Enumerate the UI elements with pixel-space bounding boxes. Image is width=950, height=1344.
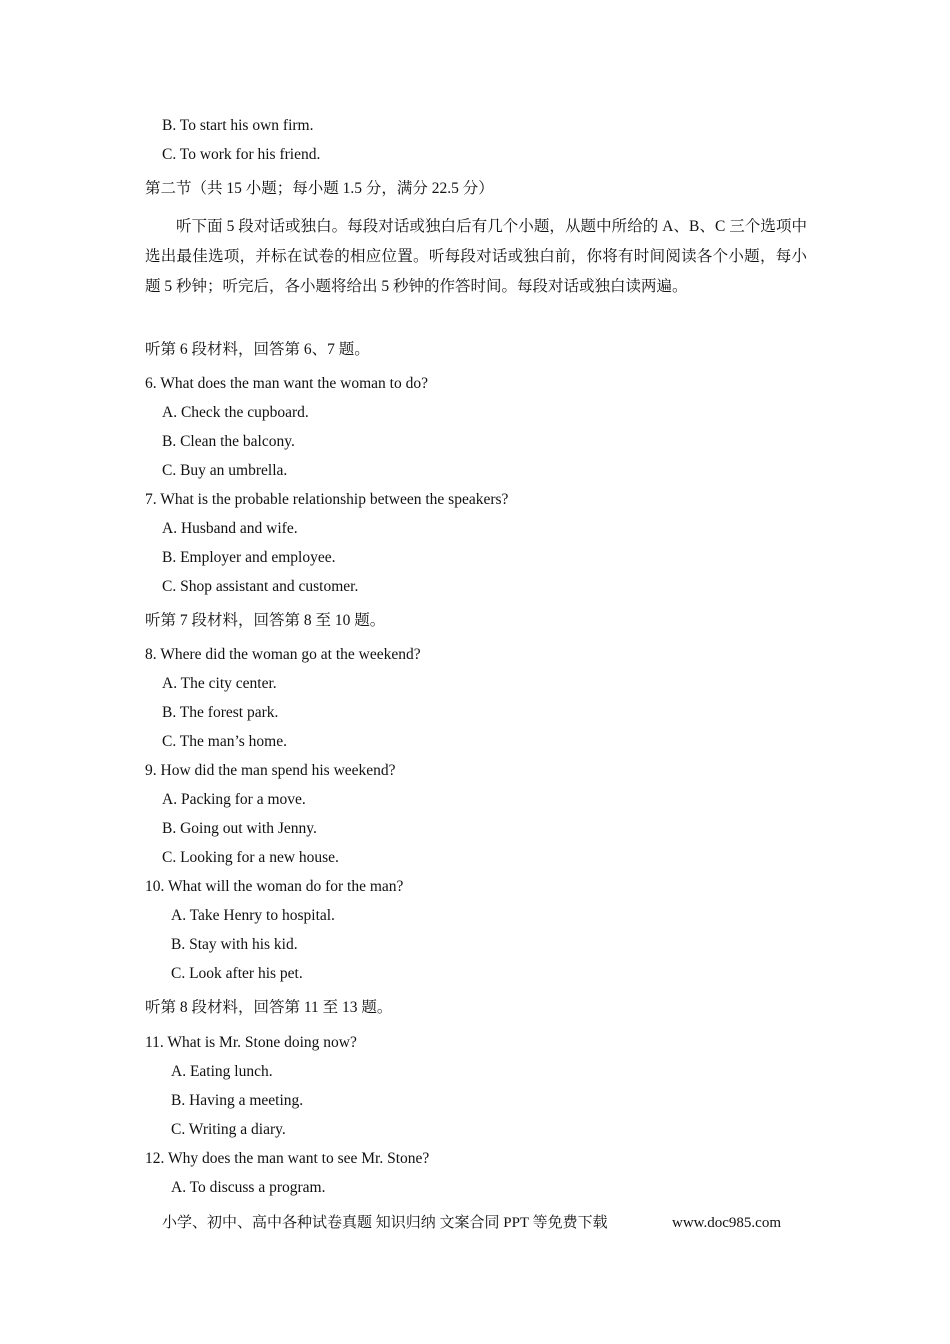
option: A. Husband and wife. <box>162 520 298 537</box>
footer-url[interactable]: www.doc985.com <box>672 1215 782 1231</box>
option: A. To discuss a program. <box>171 1179 326 1196</box>
option: A. Check the cupboard. <box>162 404 309 421</box>
option: B. Employer and employee. <box>162 549 336 566</box>
option: A. Packing for a move. <box>162 791 306 808</box>
section-instructions: 听下面 5 段对话或独白。每段对话或独白后有几个小题，从题中所给的 A、B、C 三个选项中选出最佳选项，并标在试卷的相应位置。听每段对话或独白前，你将有时间阅读各个小题，每小题 5 秒钟；听完后，各小题将给出 5 秒钟的作答时间。每段对话或独白读两遍。 <box>145 218 807 295</box>
option: B. Having a meeting. <box>171 1092 304 1109</box>
option: B. Stay with his kid. <box>171 936 298 953</box>
footer-text: 小学、初中、高中各种试卷真题 知识归纳 文案合同 PPT 等免费下载 <box>162 1215 608 1231</box>
option: C. Look after his pet. <box>171 965 303 982</box>
group-intro: 听第 6 段材料，回答第 6、7 题。 <box>145 341 370 358</box>
option: C. Looking for a new house. <box>162 849 339 866</box>
option: C. The man’s home. <box>162 733 287 750</box>
question-stem: 7. What is the probable relationship between the speakers? <box>145 491 509 508</box>
option: B. The forest park. <box>162 704 279 721</box>
option: C. To work for his friend. <box>162 146 321 163</box>
question-stem: 11. What is Mr. Stone doing now? <box>145 1034 357 1051</box>
question-stem: 6. What does the man want the woman to do? <box>145 375 428 392</box>
option: B. Going out with Jenny. <box>162 820 317 837</box>
question-stem: 8. Where did the woman go at the weekend? <box>145 646 421 663</box>
option: C. Shop assistant and customer. <box>162 578 359 595</box>
option: C. Writing a diary. <box>171 1121 286 1138</box>
question-stem: 10. What will the woman do for the man? <box>145 878 404 895</box>
group-intro: 听第 8 段材料，回答第 11 至 13 题。 <box>145 999 393 1016</box>
option: B. To start his own firm. <box>162 117 314 134</box>
option: A. Take Henry to hospital. <box>171 907 335 924</box>
group-intro: 听第 7 段材料，回答第 8 至 10 题。 <box>145 612 386 629</box>
option: A. The city center. <box>162 675 277 692</box>
question-stem: 9. How did the man spend his weekend? <box>145 762 396 779</box>
section-title: 第二节（共 15 小题；每小题 1.5 分，满分 22.5 分） <box>145 180 494 197</box>
question-stem: 12. Why does the man want to see Mr. Stone? <box>145 1150 430 1167</box>
option: B. Clean the balcony. <box>162 433 295 450</box>
page-footer <box>162 1213 792 1233</box>
option: C. Buy an umbrella. <box>162 462 288 479</box>
option: A. Eating lunch. <box>171 1063 273 1080</box>
